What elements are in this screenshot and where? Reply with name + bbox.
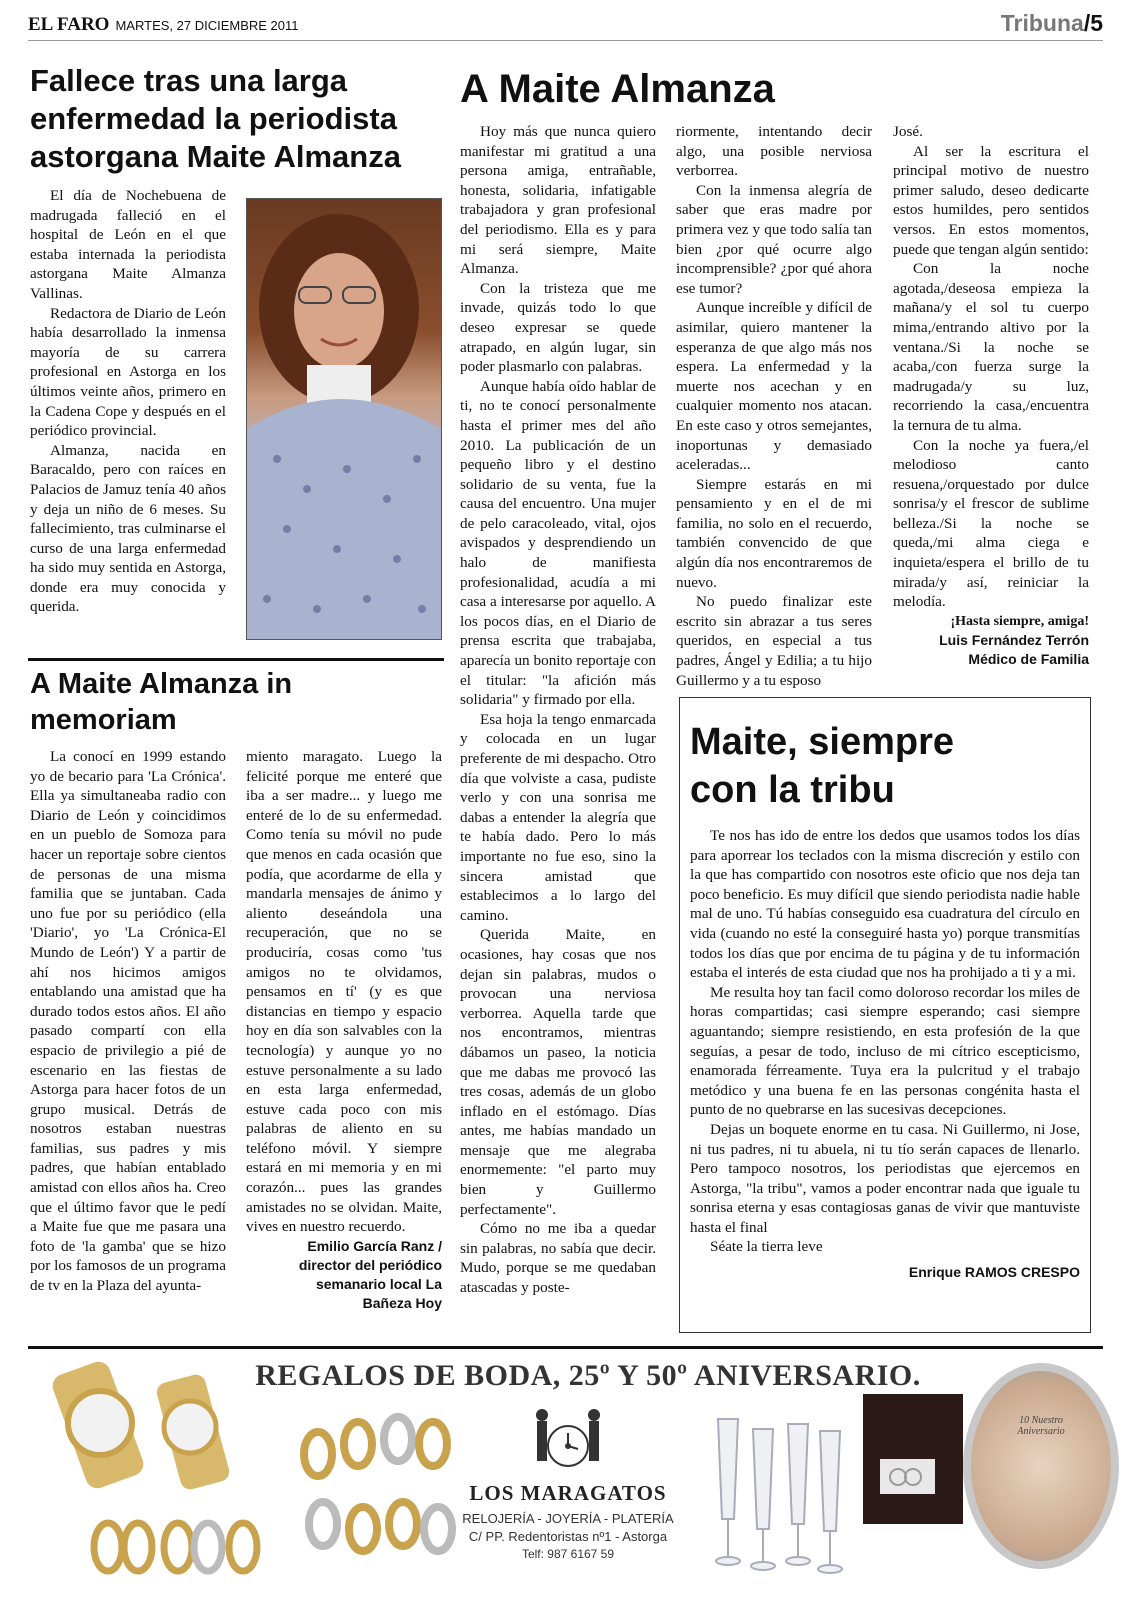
letter-col2 xyxy=(676,122,872,690)
tribu-paragraph: Te nos has ido de entre los dedos que usamos todos los días para aporrear los teclados con la misma discreción y estilo con la que has compartido con nosotros este oficio que nos deja tan poco beneficio. Es muy difícil que siendo periodista nadie hable mal de uno. Tú habías conseguido esa cuadratura del círculo en vida (cuando no esté la conseguiré hasta yo) porque transmitías todos los días que por encima de tu página y de tu información estaba el interés de esta ciudad que nos ha prohijado a ti y a mi. xyxy=(690,827,1080,982)
signature-line: Emilio García Ranz / xyxy=(307,1237,442,1254)
ad-title: REGALOS DE BODA, 25º Y 50º ANIVERSARIO. xyxy=(255,1359,921,1392)
ad-brand: LOS MARAGATOS xyxy=(469,1481,667,1505)
portrait-photo xyxy=(246,198,442,640)
letter-signature xyxy=(893,631,1089,669)
tribu-signature: Enrique RAMOS CRESPO xyxy=(908,1264,1080,1281)
memoriam-col1 xyxy=(30,747,226,1296)
letter-paragraph: Querida Maite, en ocasiones, hay cosas que nos dejan sin palabras, mudos o provocan una nerviosa verborrea. Aquella tarde que nos encontramos, mientras dábamos un paseo, la noticia que me dabas me provocó las tres cosas, además de un globo inflado en el estómago. Días antes, me habías mandado un mensaje que me alegraba enormemente: "el parto muy bien y Guillermo perfectamente". xyxy=(460,926,656,1218)
page-number: /5 xyxy=(1083,10,1103,36)
signature-line: Luis Fernández Terrón xyxy=(939,631,1089,648)
letter-paragraph: Aunque había oído hablar de ti, no te conocí personalmente hasta el primer mes del año 2010. La publicación de un pequeño libro y el destino solidario de su venta, fue la causa del encuentro. Una mujer de pelo caracoleado, vital, ojos avispados y desprendiendo un halo de manifiesta profesionalidad, acudía a mi casa a interesarse por aquello. A los pocos días, en el Diario de prensa escrita que trabajaba, aparecía un bonito reportaje con el titular: "la afición más solidaria" y firmado por ella. xyxy=(460,377,656,709)
jewelry-advertisement xyxy=(28,1346,1103,1589)
memoriam-col2 xyxy=(246,747,442,1313)
news-paragraph: Almanza, nacida en Baracaldo, pero con raíces en Palacios de Jamuz tenía 40 años y deja un niño de 6 meses. Su fallecimiento, tras culminarse el curso de una larga enfermedad ha sido muy sentida en Astorga, donde era muy conocida y querida. xyxy=(30,441,226,616)
memoriam-headline: A Maite Almanza in memoriam xyxy=(30,668,293,736)
letter-col1 xyxy=(460,122,656,1298)
tribu-paragraph: Séate la tierra leve xyxy=(710,1238,823,1256)
letter-paragraph: Con la tristeza que me invade, quizás todo lo que deseo expresar se quede atrapado, en algún lugar, sin poder plasmarlo con palabras. xyxy=(460,279,656,376)
news-paragraph: El día de Nochebuena de madrugada falleció en el hospital de León en el que estaba internada la periodista astorgana Maite Almanza Vallinas. xyxy=(30,187,226,302)
divider xyxy=(28,658,444,661)
letter-paragraph: José. xyxy=(893,123,923,140)
letter-paragraph: Cómo no me iba a quedar sin palabras, no sabía que decir. Mudo, porque se me quedaban atascadas y poste- xyxy=(460,1220,656,1297)
ad-phone: Telf: 987 6167 59 xyxy=(521,1547,615,1561)
memoriam-signature xyxy=(246,1237,442,1313)
signature-line: director del periódico xyxy=(298,1256,442,1273)
issue-date: MARTES, 27 DICIEMBRE 2011 xyxy=(115,18,299,33)
maragatos-logo-icon xyxy=(528,1401,608,1481)
signature-line: Bañeza Hoy xyxy=(362,1294,442,1311)
letter-col3 xyxy=(893,122,1089,669)
letter-paragraph: No puedo finalizar este escrito sin abrazar a tus seres queridos, en especial a tus padres, Ángel y Edilia; a tu hijo Guillermo y a tu esposo xyxy=(676,593,872,689)
tribu-body xyxy=(690,826,1080,1282)
ad-services: RELOJERÍA - JOYERÍA - PLATERÍA xyxy=(462,1511,674,1526)
letter-poem: Con la noche agotada,/deseosa empieza la mañana/y el sol tu cuerpo mima,/entrando altivo por la ventana./Si la noche se acaba,/con fuerza surge la madrugada/y su luz, recorriendo la casa,/encuentra la ternura de tu alma. xyxy=(893,260,1089,434)
letter-headline: A Maite Almanza xyxy=(460,67,775,111)
letter-paragraph: Al ser la escritura el principal motivo de nuestro primer saludo, deseo dedicarte estos humildes, pero sentidos versos. En estos momentos, puede que tengan algún sentido: xyxy=(893,142,1089,258)
wedding-rings-icon xyxy=(288,1404,458,1579)
letter-closing: ¡Hasta siempre, amiga! xyxy=(950,613,1089,629)
paper-name: EL FARO xyxy=(28,14,110,35)
letter-poem: Con la noche ya fuera,/el melodioso canto resuena,/orquestado por dulce sonrisa/y el frescor de sublime belleza./Si la noche se queda,/mi alma ciega e inquieta/espera el brillo de tu mirada/y así, reiniciar la melodía. xyxy=(893,436,1089,611)
letter-paragraph: riormente, intentando decir algo, una posible nerviosa verborrea. xyxy=(676,123,872,180)
ad-address: C/ PP. Redentoristas nº1 - Astorga xyxy=(468,1529,668,1544)
frame-lettering: 10 Nuestro Aniversario xyxy=(1017,1415,1065,1437)
signature-line: Médico de Familia xyxy=(968,650,1089,667)
masthead xyxy=(28,14,299,36)
page-header xyxy=(28,10,1103,41)
tribu-box xyxy=(679,697,1091,1333)
portrait-illustration xyxy=(247,199,441,639)
letter-paragraph: Aunque increíble y difícil de asimilar, quiero mantener la esperanza de que algo más nos espera. La enfermedad y la muerte nos acechan y en cualquier momento nos atacan. En este caso y otros semejantes, inoportunas y demasiado aceleradas... xyxy=(676,299,872,474)
letter-paragraph: Hoy más que nunca quiero manifestar mi gratitud a una persona amiga, entrañable, honesta, solidaria, infatigable trabajadora y gran profesional del periodismo. Ella es y para mi será siempre, Maite Almanza. xyxy=(460,123,656,278)
silver-frame-icon xyxy=(963,1363,1119,1569)
memoriam-paragraph: La conocí en 1999 estando yo de becario para 'La Crónica'. Ella ya simultaneaba radio con Diario de León y coincidimos en un pueblo de Somoza para hacer un reportaje sobre cientos de personas de una misma familia que se juntaban. Cada uno fue por su periódico (ella 'Diario', yo 'La Crónica-El Mundo de León') Y a partir de ahí nos hicimos amigos entablando una amistad que ha durado todos estos años. El año pasado compartí con ella espacio de privilegio a pié de escenario en las fiestas de Astorga para hacer fotos de un grupo musical. Detrás de nosotros estaban nuestras familias, sus padres y mis padres, que habían entablado amistad con ellos años ha. Creo que el último favor que le pedí a Maite fue que me pasara una foto de 'la gamba' que se hizo por los famosos de un programa de tv en la Plaza del ayunta- xyxy=(30,748,226,1295)
photo-album-icon xyxy=(858,1389,968,1529)
letter-paragraph: Esa hoja la tengo enmarcada y colocada en un lugar preferente de mi despacho. Otro día que volviste a casa, pudiste verlo y con una sonrisa me dabas a entender la alegría que te había dado. Pero lo más importante no fue eso, sino la sincera amistad que establecimos a lo largo del camino. xyxy=(460,710,656,924)
tribu-headline-line: Maite, siempre xyxy=(690,721,954,763)
news-headline: Fallece tras una larga enfermedad la periodista astorgana Maite Almanza xyxy=(30,63,401,174)
letter-paragraph: Siempre estarás en mi pensamiento y en el de mi familia, no solo en el recuerdo, también convencido de que algún día nos encontraremos de nuevo. xyxy=(676,475,872,591)
memoriam-paragraph: miento maragato. Luego la felicité porque me enteré que iba a ser madre... y luego me enteré de lo de su enfermedad. Como tenía su móvil no pude que menos en cada ocasión que podía, que acordarme de ella y mandarla mensajes de ánimo y aliento deseándola una recuperación, que no se produciría, cosas como 'tus amigos no te olvidamos, pensamos en tí' (y es que distancias en tiempo y espacio hoy en día son salvables con la tecnología) y aunque yo no estuve personalmente a su lado en esta larga enfermedad, estuve cada poco con mis palabras de aliento en su teléfono móvil. Y siempre estará en mi memoria y en mi corazón... pues las grandes amistades no se olvidan. Maite, vives en nuestro recuerdo. xyxy=(246,748,442,1236)
letter-paragraph: Con la inmensa alegría de saber que eras madre por primera vez y que todo salía tan bien ¿por qué ocurre algo incomprensible? ¿por qué ahora ese tumor? xyxy=(676,181,872,297)
news-paragraph: Redactora de Diario de León había desarrollado la inmensa mayoría de su carrera profesional en Astorga en los últimos veinte años, primero en la Cadena Cope y después en el periódico provincial. xyxy=(30,304,226,440)
section-name: Tribuna xyxy=(1000,10,1084,36)
signature-line: semanario local La xyxy=(315,1275,442,1292)
tribu-headline xyxy=(690,718,954,814)
champagne-glasses-icon xyxy=(708,1409,848,1579)
watches-and-rings-icon xyxy=(38,1357,278,1582)
tribu-paragraph: Dejas un boquete enorme en tu casa. Ni Guillermo, ni Jose, ni tus padres, ni tu abuela, ni tu tío serán capaces de llenarlo. Pero tampoco nosotros, los periodistas que ejercemos en Astorga, "la tribu", vamos a poder encontrar nada que iguale tu sonrisa eterna y esas contagiosas ganas de vivir que mantuviste hasta el final xyxy=(690,1120,1080,1236)
tribu-headline-line: con la tribu xyxy=(690,769,895,811)
section-label xyxy=(1001,10,1103,37)
news-body xyxy=(30,186,226,617)
tribu-paragraph: Me resulta hoy tan facil como doloroso recordar los miles de horas compartidas; casi siempre esperando; casi siempre aguantando; siempre resistiendo, en esta profesión de la que seguías, a pesar de todo, incluso de mi cítrico escepticismo, enamorada férreamente. Tuya era la pulcritud y el trabajo metódico y una buena fe en las personas congénita hasta el punto de no quebrarse en las sucesivas decepciones. xyxy=(690,983,1080,1119)
